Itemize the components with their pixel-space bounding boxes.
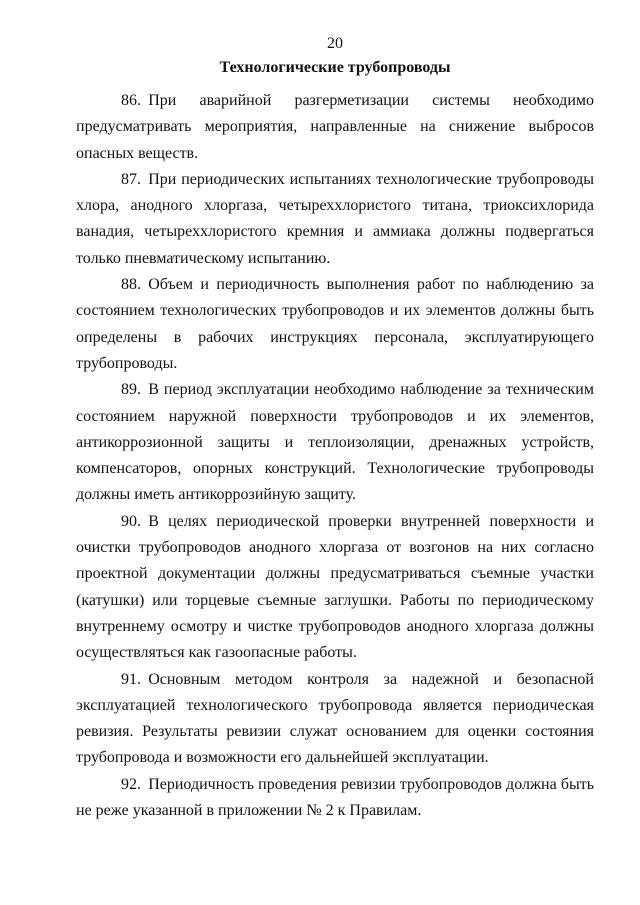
paragraph-number: 88. [121,276,141,294]
paragraph-text: Периодичность проведения ревизии трубопроводов должна быть не реже указанной в приложении № 2 к Правилам. [76,775,594,820]
paragraph-text: Основным методом контроля за надежной и безопасной эксплуатацией технологического трубопровода является периодическая ревизия. Результаты ревизии служат основанием для оценки состояния трубопровода и возможности его дальнейшей эксплуатации. [76,670,594,767]
paragraph-number: 92. [121,775,141,793]
paragraph-87 [76,167,594,272]
section-title: Технологические трубопроводы [219,59,451,76]
paragraph-86 [76,88,594,167]
paragraph-88 [76,272,594,377]
paragraph-text: Объем и периодичность выполнения работ по наблюдению за состоянием технологических трубопроводов и их элементов должны быть определены в рабочих инструкциях персонала, эксплуатирующего трубопроводы. [76,276,594,372]
paragraph-90 [76,509,594,667]
paragraph-text: При периодических испытаниях технологические трубопроводы хлора, анодного хлоргаза, четыреххлористого титана, триоксихлорида ванадия, четыреххлористого кремния и аммиака должны подвергаться только пневматическому испытанию. [76,170,594,267]
paragraph-number: 91. [121,670,141,688]
paragraph-number: 87. [121,170,141,188]
paragraph-text: В целях периодической проверки внутренней поверхности и очистки трубопроводов анодного хлоргаза от возгонов на них согласно проектной документации должны предусматриваться съемные участки (катушки) или торцевые съемные заглушки. Работы по периодическому внутреннему осмотру и чистке трубопроводов анодного хлоргаза должны осуществляться как газоопасные работы. [76,512,594,662]
paragraph-text: В период эксплуатации необходимо наблюдение за техническим состоянием наружной поверхности трубопроводов и их элементов, антикоррозионной защиты и теплоизоляции, дренажных устройств, компенсаторов, опорных конструкций. Технологические трубопроводы должны иметь антикоррозийную защиту. [76,381,594,504]
document-page [76,34,594,824]
paragraph-number: 86. [121,92,141,109]
page-number: 20 [327,35,343,52]
paragraph-89 [76,377,594,508]
paragraph-text: При аварийной разгерметизации системы необходимо предусматривать мероприятия, направленные на снижение выбросов опасных веществ. [76,92,594,162]
paragraph-91 [76,667,594,772]
paragraph-92 [76,772,594,825]
paragraph-number: 89. [121,381,141,399]
paragraph-number: 90. [121,512,141,530]
